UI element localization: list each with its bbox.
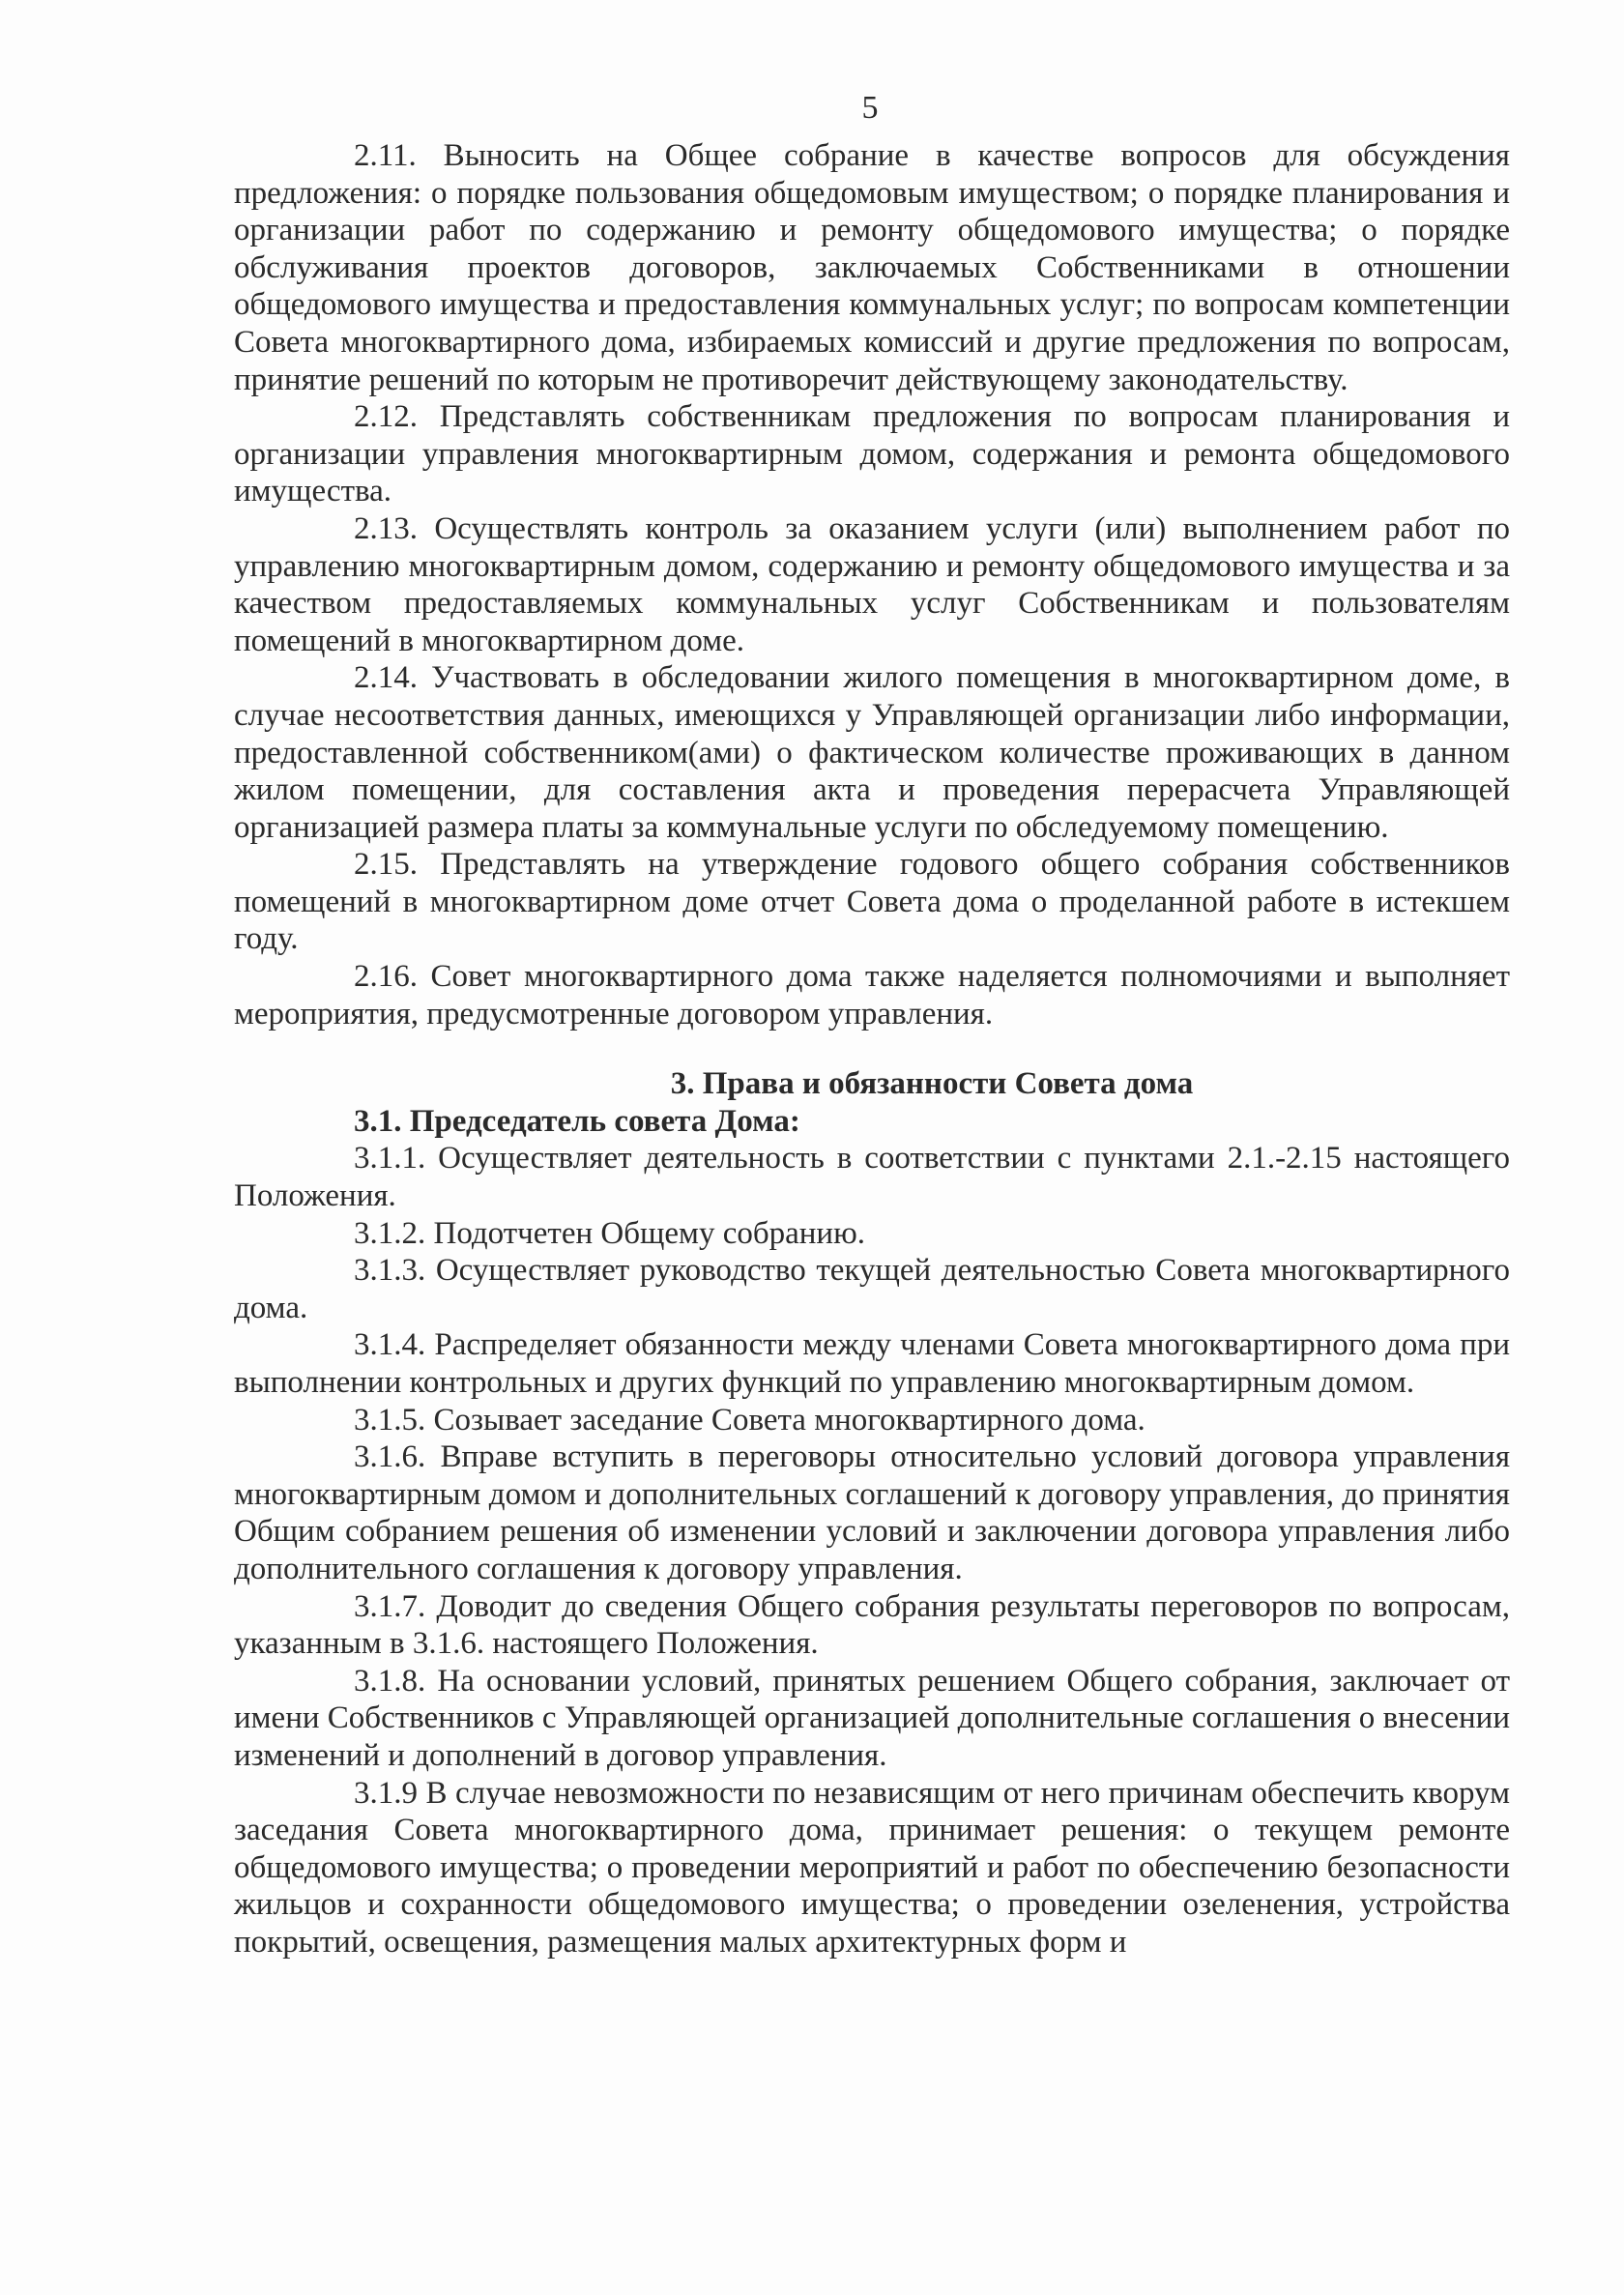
paragraph-3-1-9: 3.1.9 В случае невозможности по независящим от него причинам обеспечить кворум заседания Совета многоквартирного дома, принимает решения: о текущем ремонте общедомового имущества; о проведении мероприятий и работ по обеспечению безопасности жильцов и сохранности общедомового имущества; о проведении озеленения, устройства покрытий, освещения, размещения малых архитектурных форм и — [234, 1775, 1510, 1960]
section-3-1-subtitle: 3.1. Председатель совета Дома: — [354, 1103, 800, 1139]
paragraph-3-1-5: 3.1.5. Созывает заседание Совета многоквартирного дома. — [354, 1402, 1146, 1438]
page-number: 5 — [861, 90, 879, 126]
paragraph-3-1-4: 3.1.4. Распределяет обязанности между членами Совета многоквартирного дома при выполнении контрольных и других функций по управлению многоквартирным домом. — [234, 1327, 1510, 1400]
paragraph-2-13: 2.13. Осуществлять контроль за оказанием услуги (или) выполнением работ по управлению многоквартирным домом, содержанию и ремонту общедомового имущества и за качеством предоставляемых коммунальных услуг Собственникам и пользователям помещений в многоквартирном доме. — [234, 510, 1510, 658]
paragraph-2-11: 2.11. Выносить на Общее собрание в качестве вопросов для обсуждения предложения: о порядке пользования общедомовым имуществом; о порядке планирования и организации работ по содержанию и ремонту общедомового имущества; о порядке обслуживания проектов договоров, заключаемых Собственниками в отношении общедомового имущества и предоставления коммунальных услуг; по вопросам компетенции Совета многоквартирного дома, избираемых комиссий и другие предложения по вопросам, принятие решений по которым не противоречит действующему законодательству. — [234, 138, 1510, 397]
paragraph-3-1-7: 3.1.7. Доводит до сведения Общего собрания результаты переговоров по вопросам, указанным в 3.1.6. настоящего Положения. — [234, 1588, 1510, 1662]
paragraph-3-1-3: 3.1.3. Осуществляет руководство текущей деятельностью Совета многоквартирного дома. — [234, 1253, 1510, 1325]
paragraph-2-15: 2.15. Представлять на утверждение годового общего собрания собственников помещений в многоквартирном доме отчет Совета дома о проделанной работе в истекшем году. — [234, 847, 1510, 957]
document-body — [234, 137, 1510, 1961]
paragraph-3-1-8: 3.1.8. На основании условий, принятых решением Общего собрания, заключает от имени Собственников с Управляющей организацией дополнительные соглашения о внесении изменений и дополнений в договор управления. — [234, 1663, 1510, 1773]
paragraph-3-1-1: 3.1.1. Осуществляет деятельность в соответствии с пунктами 2.1.-2.15 настоящего Положения. — [234, 1141, 1510, 1214]
section-3-title: 3. Права и обязанности Совета дома — [670, 1066, 1194, 1102]
paragraph-2-12: 2.12. Представлять собственникам предложения по вопросам планирования и организации управления многоквартирным домом, содержания и ремонта общедомового имущества. — [234, 399, 1510, 509]
paragraph-3-1-2: 3.1.2. Подотчетен Общему собранию. — [354, 1215, 865, 1251]
paragraph-3-1-6: 3.1.6. Вправе вступить в переговоры относительно условий договора управления многоквартирным домом и дополнительных соглашений к договору управления, до принятия Общим собранием решения об изменении условий и заключении договора управления либо дополнительного соглашения к договору управления. — [234, 1439, 1510, 1586]
paragraph-2-14: 2.14. Участвовать в обследовании жилого помещения в многоквартирном доме, в случае несоответствия данных, имеющихся у Управляющей организации либо информации, предоставленной собственником(ами) о фактическом количестве проживающих в данном жилом помещении, для составления акта и проведения перерасчета Управляющей организацией размера платы за коммунальные услуги по обследуемому помещению. — [234, 660, 1510, 845]
paragraph-2-16: 2.16. Совет многоквартирного дома также наделяется полномочиями и выполняет мероприятия, предусмотренные договором управления. — [234, 959, 1510, 1031]
